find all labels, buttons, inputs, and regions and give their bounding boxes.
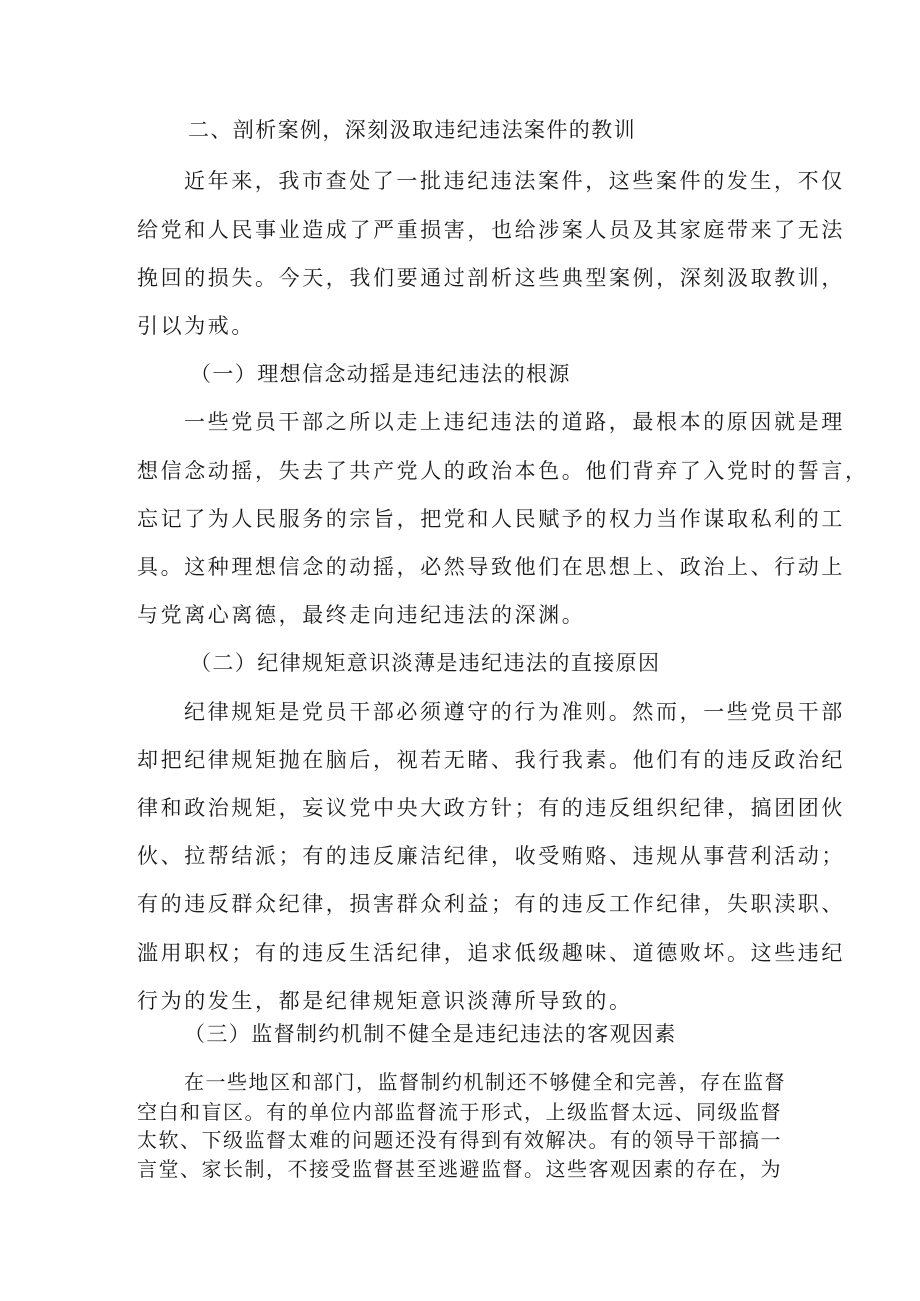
paragraph-line: 空白和盲区。有的单位内部监督流于形式，上级监督太远、同级监督 bbox=[137, 1100, 782, 1124]
intro-line: 引以为戒。 bbox=[137, 314, 255, 338]
paragraph-line: 与党离心离德，最终走向违纪违法的深渊。 bbox=[137, 603, 586, 627]
paragraph-line: 滥用职权；有的违反生活纪律，追求低级趣味、道德败坏。这些违纪 bbox=[137, 941, 845, 965]
subsection-heading-3: （三）监督制约机制不健全是违纪违法的客观因素 bbox=[184, 1022, 677, 1046]
paragraph-line: 纪律规矩是党员干部必须遵守的行为准则。然而，一些党员干部 bbox=[184, 700, 845, 724]
intro-line: 挽回的损失。今天，我们要通过剖析这些典型案例，深刻汲取教训， bbox=[137, 266, 845, 290]
paragraph-line: 言堂、家长制，不接受监督甚至逃避监督。这些客观因素的存在，为 bbox=[137, 1157, 782, 1181]
section-title: 二、剖析案例，深刻汲取违纪违法案件的教训 bbox=[188, 118, 636, 142]
paragraph-line: 律和政治规矩，妄议党中央大政方针；有的违反组织纪律，搞团团伙 bbox=[137, 796, 845, 820]
paragraph-line: 行为的发生，都是纪律规矩意识淡薄所导致的。 bbox=[137, 989, 633, 1013]
paragraph-line: 忘记了为人民服务的宗旨，把党和人民赋予的权力当作谋取私利的工 bbox=[137, 507, 845, 531]
paragraph-line: 有的违反群众纪律，损害群众利益；有的违反工作纪律，失职渎职、 bbox=[137, 892, 845, 916]
paragraph-line: 一些党员干部之所以走上违纪违法的道路，最根本的原因就是理 bbox=[184, 410, 845, 434]
subsection-heading-1: （一）理想信念动摇是违纪违法的根源 bbox=[190, 362, 571, 386]
paragraph-line: 伙、拉帮结派；有的违反廉洁纪律，收受贿赂、违规从事营利活动； bbox=[137, 844, 845, 868]
paragraph-line: 具。这种理想信念的动摇，必然导致他们在思想上、政治上、行动上 bbox=[137, 555, 845, 579]
paragraph-line: 太软、下级监督太难的问题还没有得到有效解决。有的领导干部搞一 bbox=[137, 1128, 782, 1152]
subsection-heading-2: （二）纪律规矩意识淡薄是违纪违法的直接原因 bbox=[190, 651, 661, 675]
intro-line: 给党和人民事业造成了严重损害，也给涉案人员及其家庭带来了无法 bbox=[137, 218, 845, 242]
paragraph-line: 却把纪律规矩抛在脑后，视若无睹、我行我素。他们有的违反政治纪 bbox=[137, 748, 845, 772]
intro-line: 近年来，我市查处了一批违纪违法案件，这些案件的发生，不仅 bbox=[184, 169, 845, 193]
paragraph-line: 想信念动摇，失去了共产党人的政治本色。他们背弃了入党时的誓言， bbox=[137, 459, 869, 483]
paragraph-line: 在一些地区和部门，监督制约机制还不够健全和完善，存在监督 bbox=[184, 1070, 786, 1094]
